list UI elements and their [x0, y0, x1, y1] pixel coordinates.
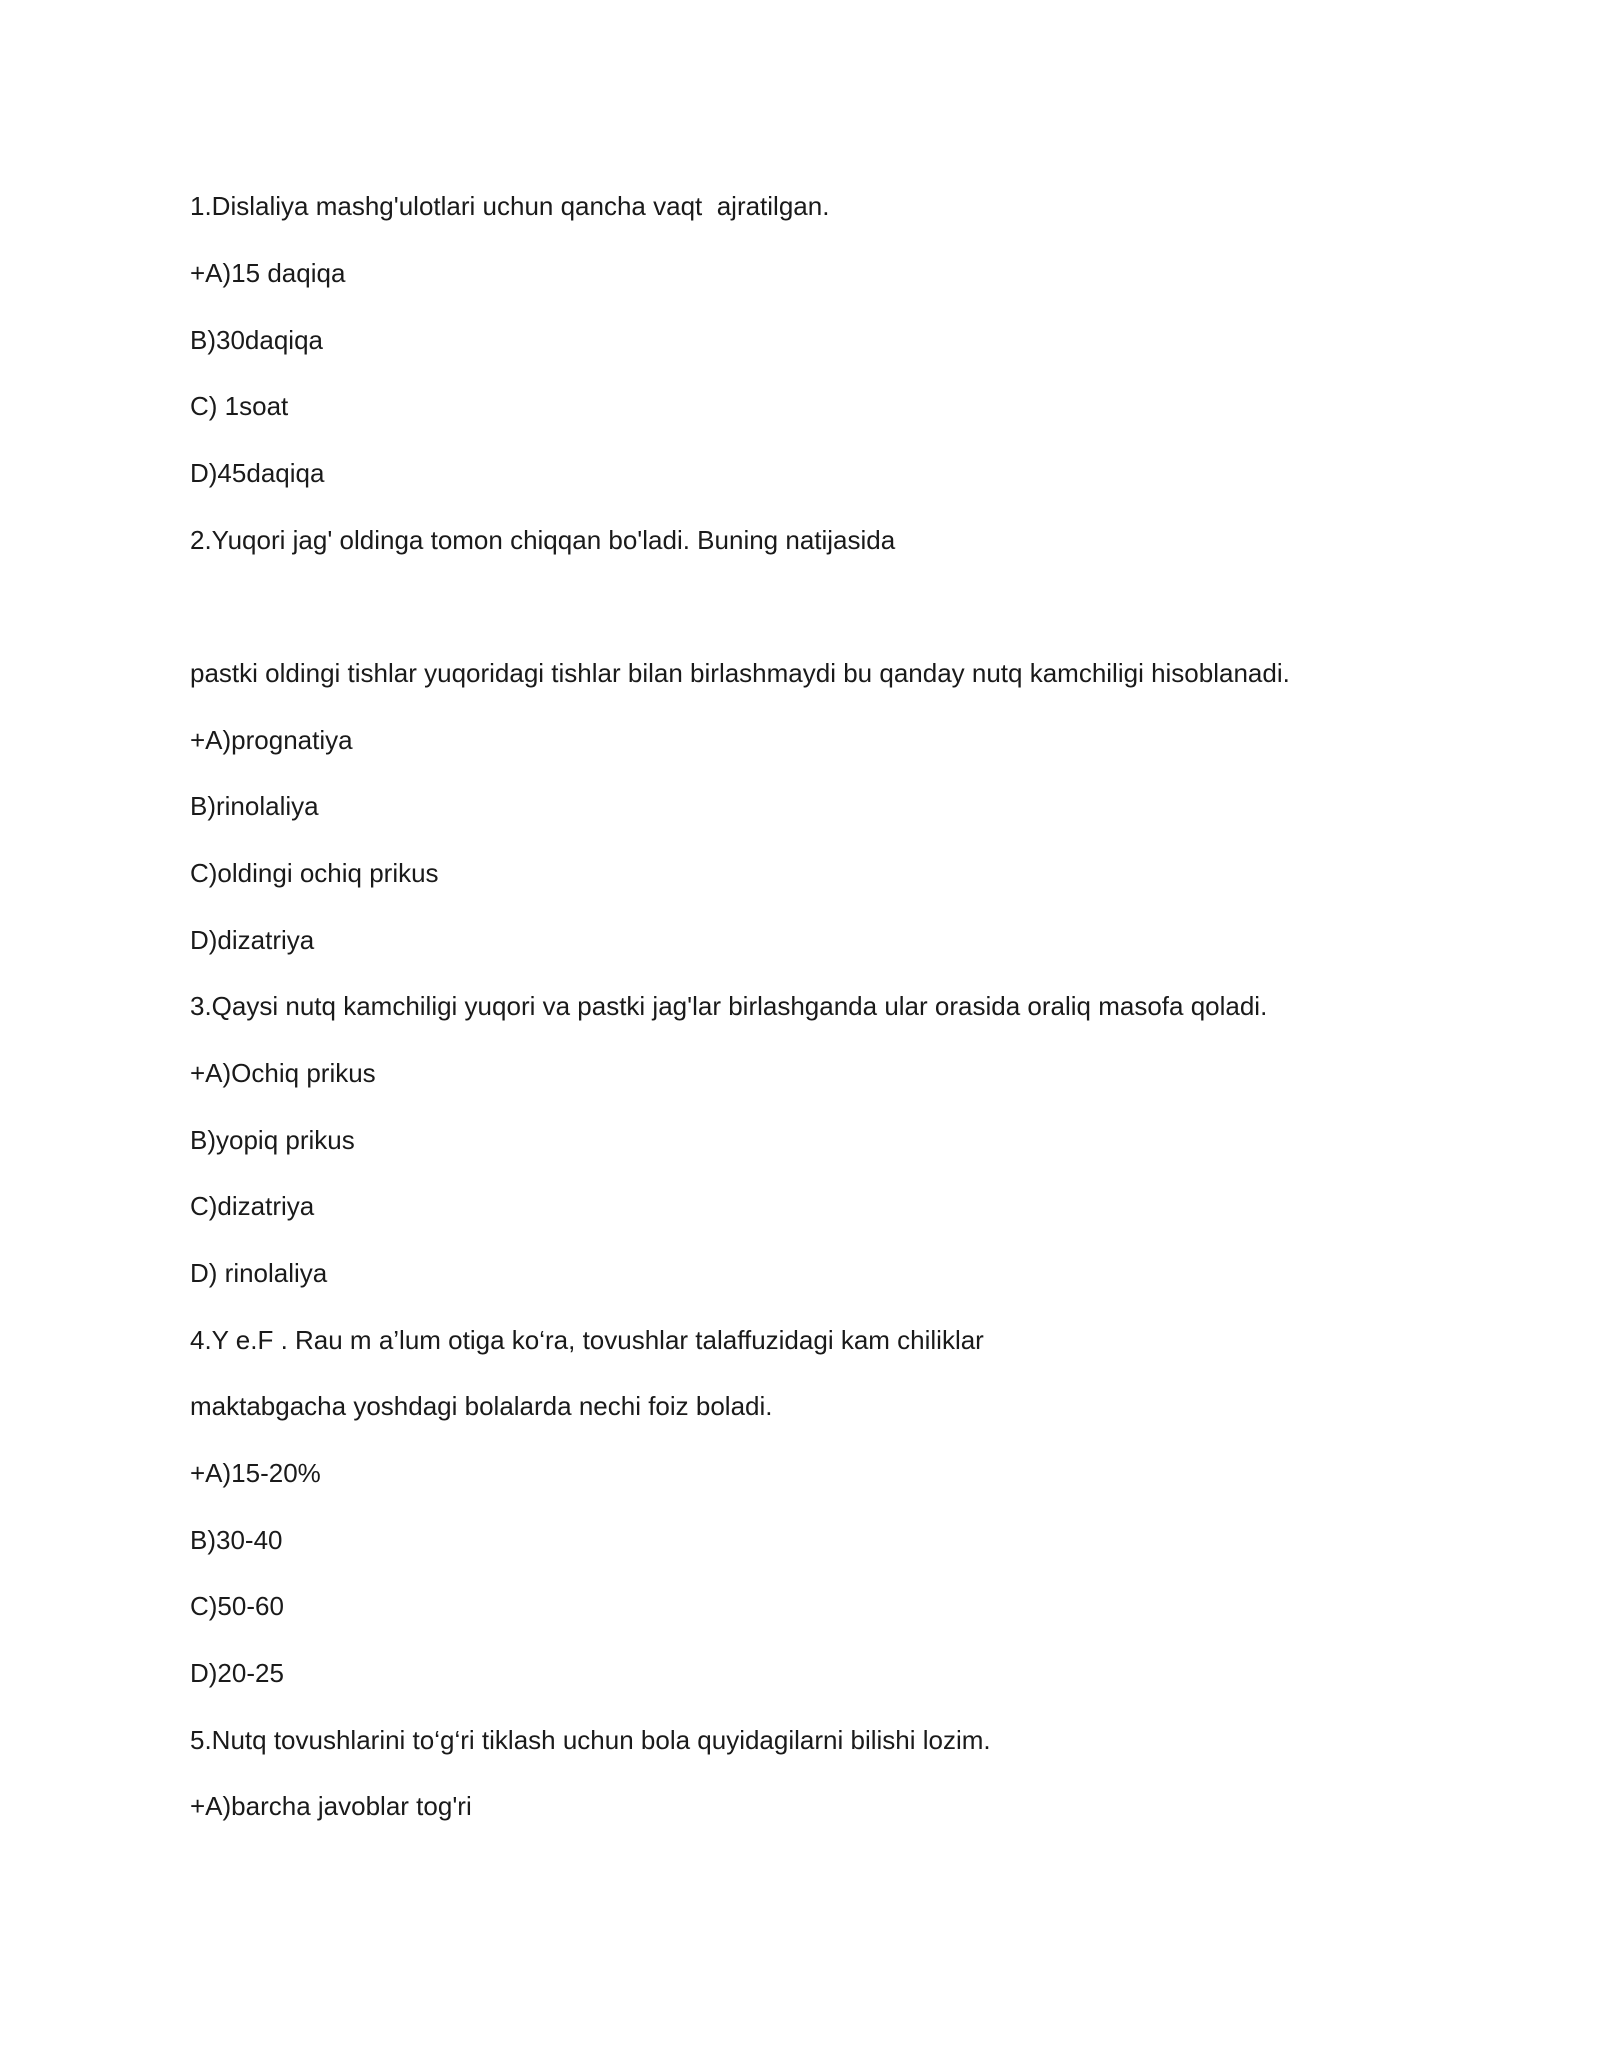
answer-5a: +A)barcha javoblar tog'ri [190, 1791, 472, 1821]
answer-2b: B)rinolaliya [190, 791, 319, 821]
answer-3c: C)dizatriya [190, 1191, 315, 1221]
answer-4d: D)20-25 [190, 1658, 284, 1688]
answer-3d: D) rinolaliya [190, 1258, 328, 1288]
question-4: 4.Y e.F . Rau m a’lum otiga ko‘ra, tovushlar talaffuzidagi kam chiliklar [190, 1325, 984, 1355]
question-2: 2.Yuqori jag' oldinga tomon chiqqan bo'ladi. Buning natijasida [190, 525, 896, 555]
answer-2d: D)dizatriya [190, 925, 315, 955]
answer-1c: C) 1soat [190, 391, 289, 421]
answer-4a: +A)15-20% [190, 1458, 321, 1488]
question-2-continued: pastki oldingi tishlar yuqoridagi tishlar bilan birlashmaydi bu qanday nutq kamchiligi hisoblanadi. [190, 658, 1290, 688]
answer-2a: +A)prognatiya [190, 725, 353, 755]
answer-4c: C)50-60 [190, 1591, 284, 1621]
answer-3a: +A)Ochiq prikus [190, 1058, 376, 1088]
question-5: 5.Nutq tovushlarini to‘g‘ri tiklash uchun bola quyidagilarni bilishi lozim. [190, 1725, 991, 1755]
question-1: 1.Dislaliya mashg'ulotlari uchun qancha vaqt ajratilgan. [190, 191, 830, 221]
answer-2c: C)oldingi ochiq prikus [190, 858, 439, 888]
answer-4b: B)30-40 [190, 1525, 283, 1555]
question-3: 3.Qaysi nutq kamchiligi yuqori va pastki jag'lar birlashganda ular orasida oraliq masofa qoladi. [190, 991, 1268, 1021]
answer-3b: B)yopiq prikus [190, 1125, 355, 1155]
answer-1a: +A)15 daqiqa [190, 258, 346, 288]
answer-1b: B)30daqiqa [190, 325, 323, 355]
question-4-continued: maktabgacha yoshdagi bolalarda nechi foiz boladi. [190, 1391, 773, 1421]
answer-1d: D)45daqiqa [190, 458, 325, 488]
